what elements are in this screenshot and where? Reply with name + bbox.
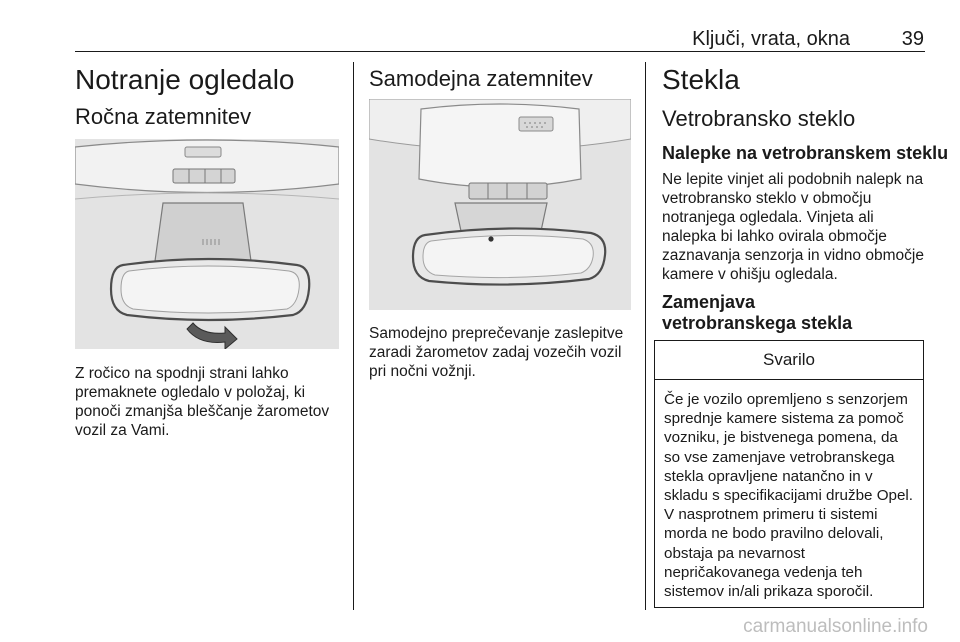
page-number: 39 bbox=[901, 28, 924, 50]
windscreen-replacement-title: Zamenjava vetrobranskega stekla bbox=[662, 292, 853, 333]
warning-text: Če je vozilo opremljeno s senzorjem sprednje kamere sistema za pomoč vozniku, je bistvenega pomena, da so vse zamenjave vetrobranskega stekla opravljene natančno in v skladu s specifikacijami družbe Opel. V nasprotnem primeru ti sistemi morda ne bodo pravilno delovali, obstaja pa nevarnost nepričakovanega vedenja teh sistemov in/ali prikaza sporočil. bbox=[664, 391, 914, 601]
section-heading-windows: Stekla bbox=[662, 64, 740, 95]
section-heading-inside-mirror: Notranje ogledalo bbox=[75, 64, 295, 95]
watermark: carmanualsonline.info bbox=[743, 616, 928, 637]
windscreen-stickers-description: Ne lepite vinjet ali podobnih nalepk na vetrobransko steklo v območju notranjega ogledala. Vinjeta ali nalepka bi lahko ovirala območje zaznavanja senzorja in vidno območje kamere v ohišju ogledala. bbox=[662, 171, 924, 283]
manual-dimming-mirror-illustration bbox=[75, 139, 339, 349]
warning-title: Svarilo bbox=[655, 341, 923, 380]
heading-automatic-dimming: Samodejna zatemnitev bbox=[369, 66, 593, 91]
subheading-windscreen: Vetrobransko steklo bbox=[662, 106, 856, 131]
running-header-title: Ključi, vrata, okna bbox=[692, 28, 850, 50]
windscreen-stickers-title: Nalepke na vetrobranskem steklu bbox=[662, 143, 949, 163]
automatic-dimming-mirror-illustration bbox=[369, 99, 631, 310]
automatic-dimming-description: Samodejno preprečevanje zaslepitve zaradi žarometov zadaj vozečih vozil pri nočni vožnji. bbox=[369, 325, 624, 380]
subheading-manual-dimming: Ročna zatemnitev bbox=[75, 104, 252, 129]
header-divider bbox=[75, 51, 925, 52]
column-divider-1 bbox=[353, 62, 354, 610]
warning-box bbox=[654, 340, 924, 608]
manual-dimming-description: Z ročico na spodnji strani lahko premaknete ogledalo v položaj, ki ponoči zmanjša bleščanje žarometov vozil za Vami. bbox=[75, 365, 330, 439]
column-divider-2 bbox=[645, 62, 646, 610]
